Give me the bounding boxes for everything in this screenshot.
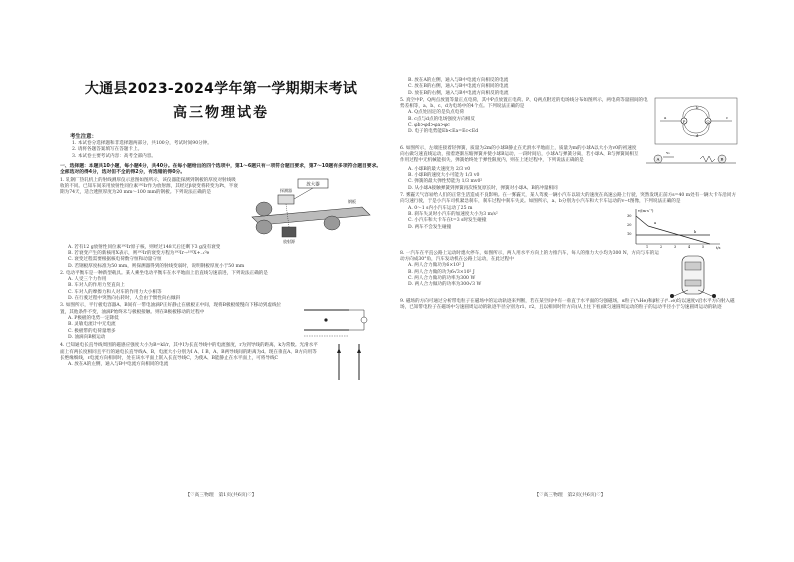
q7-option-c: C. 小汽车和大卡车在t=3 s时发生碰撞 <box>408 218 487 224</box>
point-b-label: b <box>696 104 699 110</box>
question-6: 6. 如图所示，左端连接着轻弹簧，质量为2m的小球B静止在光滑水平地面上，质量为m的小球A以大小为v0的初速度向右做匀速直线运动，接着逐渐压缩弹簧并使小球B运动，一段时间后，小球A与弹簧分离，若小球A、B与弹簧间相互作用过程中无机械能损失，弹簧始终处于弹性限度内，则在上述过程中，下列说法正确的是 <box>400 145 639 164</box>
q2-option-d: D. 在行驶过程中突然向右转时，人会由于惯性向右倾斜 <box>68 296 181 302</box>
q5-option-a: A. Q点处固定的是负点电荷 <box>408 110 464 116</box>
q7-option-b: B. 刹车失灵时小汽车的加速度大小为3 m/s² <box>408 211 498 217</box>
question-5: 5. 真空中P、Q两点放置等量正点电荷，其中P点放置正电荷。P、Q两点附近的电场线分布如图所示，两电荷等量圆间的电势差相等，a、b、c、d为电场中的4个点。下列说法正确的是 <box>400 97 648 110</box>
x-tick: 5 <box>702 244 705 249</box>
question-1: 1. 轧钢厂热轧机上的射线测厚仪示意图如图所示，该仪器能探测到钢板的厚度对射线吸收的不同。已知车间采用放射性同位素¹⁹²Ir作为放射源，其经过β衰变将转变为Pt，半衰期为74天，适合透照厚度为20 mm～100 mm的钢板。下列说法正确的是 <box>60 177 238 196</box>
notice-item: 1. 本试卷分选择题和非选择题两部分，共100分，考试时间90分钟。 <box>72 141 212 146</box>
ball-a-label: A <box>656 156 660 162</box>
q4-option-d: D. 放在B的右侧，通入与B中电流方向相反的电流 <box>408 90 509 96</box>
question-4: 4. 已知通电长直导线周围的磁感应强度大小为B=kI/r，其中I为长直导线中的电流强度，r为到导线的距离，k为常数。光滑水平面上有两长度相同且平行的通电长直导线A、B，电流大小分别为I A、I B，A、B两导线间的距离为d。现在垂直A、B方向用等长绝缘细线，ℓ电流方向相同时，处在该水平面上嵌入长直导线C，为使A、B能静止在水平面上，可将导线C <box>60 343 318 361</box>
point-a-label: a <box>664 114 667 120</box>
q8-option-a: A. 两人合力做功为6×10² J <box>408 263 465 269</box>
q3-option-a: A. P极板的电势一定降低 <box>68 315 119 321</box>
question-9: 9. 磁场的方向可通过分析带电粒子在磁场中的运动轨迹来判断，若在某空间中有一垂直于水平面的匀强磁场，α粒子(⁴₂He)和β粒子(⁰₋₁e)均以速度v沿水平方向射入磁场，已知带电粒子在磁场中匀速圆周运动的轨迹半径分别为r1、r2，且以相同时针方向(从上往下看)做匀速圆周运动的粒子的运动半径小于匀速圆周运动的轨迹 <box>400 298 735 310</box>
notice-item: 2. 请将各题答案填写在答题卡上。 <box>72 147 143 153</box>
series-b-label: b <box>694 229 697 234</box>
notice-list <box>72 141 382 160</box>
vt-graph <box>624 206 724 250</box>
notice-heading: 考生注意： <box>70 134 97 140</box>
thickness-gauge-diagram <box>242 177 382 245</box>
plate-label: 钢板 <box>348 198 356 204</box>
charge-p-label: P <box>682 118 686 124</box>
q5-option-b: B. c点与d点的电场强度方向相反 <box>408 116 475 122</box>
question-8: 8. 一汽车在平直公路上运动时熄火停车，如图所示，两人用水平方向上的力推汽车，每人的推力大小均为300 N，方向与车的运动方向成30°角，汽车发动机在公路上运动，在此过程中 <box>400 250 659 262</box>
q1-option-d: D. 若钢板厚度标准为50 mm，则探测器得到的射线变弱时，说明钢板厚度小于50 mm <box>68 263 245 269</box>
spring-collision-diagram <box>644 145 738 167</box>
q6-option-c: C. 弹簧的最大弹性势能为 1/3 mv0² <box>408 179 483 185</box>
q8-option-d: D. 两人合力做功的功率为300√3 W <box>408 282 482 288</box>
x-tick: 4 <box>688 244 691 249</box>
q1-option-c: C. 衰变过程需要根据核电荷数守恒和动量守恒 <box>68 257 162 263</box>
point-d-label: d <box>696 132 699 138</box>
source-label: 放射源 <box>283 238 295 244</box>
q3-option-c: C. 极板带的电荷量增多 <box>68 328 116 334</box>
series-a-label: a <box>654 220 657 225</box>
velocity-label: v₀ <box>666 150 670 155</box>
ball-b-label: B <box>720 156 724 162</box>
q5-option-d: D. 电子的电势能Eb<Ea=Ec<Ed <box>408 129 479 135</box>
exam-page-2 <box>400 60 740 500</box>
exam-subtitle: 高三物理试卷 <box>173 105 269 121</box>
question-3: 3. 如图所示，平行板电容器A、B间有一带电油滴P正好静止在极板正中间，现将B极板缓慢向下移动到虚线位置，其他条件不变，油滴P始终未与极板接触。则在B极板移动的过程中 <box>60 303 282 315</box>
q5-option-c: C. φb>φd>φa>φc <box>408 123 450 129</box>
q4-option-a: A. 放在A的左侧，通入与B中电流方向相同的电流 <box>68 362 169 368</box>
q2-option-b: B. 车对人的作用力竖直向上 <box>68 283 125 289</box>
electric-field-diagram <box>654 97 738 145</box>
x-tick: 3 <box>674 244 677 249</box>
y-axis-label: v/(m·s⁻¹) <box>638 208 654 213</box>
notice-item: 3. 本试卷主要考试内容：高考全部内容。 <box>72 153 156 159</box>
x-axis-label: t/s <box>716 245 721 250</box>
q7-option-a: A. 0～1 s内小汽车运动了25 m <box>408 205 473 211</box>
question-2: 2. 电动平衡车是一种新型载具。某人乘坐电动平衡车在水平地面上沿直线匀速前进，下列说法正确的是 <box>60 270 268 276</box>
page-footer: 【♡高三物理 第2页(共6页)♡】 <box>534 493 606 498</box>
y-tick: 20 <box>627 222 632 227</box>
section-heading: 一、选择题：本题共10小题，每小题4分，共40分。在每小题给出的四个选项中，第1～6题只有一项符合题目要求，第7～10题有多项符合题目要求。全部选对的得4分，选对但不全的得2分，有选错的得0分。 <box>60 163 382 176</box>
q1-option-a: A. 若有12 g放射性同位素¹⁹²Ir原子核，则经过148天后还剩下3 g没有衰变 <box>68 244 221 250</box>
wires-diagram <box>324 342 374 382</box>
q3-option-d: D. 油滴向B极运动 <box>68 334 106 340</box>
car-push-diagram <box>664 250 724 298</box>
q8-option-c: C. 两人合力做功的功率为300 W <box>408 275 476 281</box>
q7-option-d: D. 两车不会发生碰撞 <box>408 224 452 230</box>
exam-page-1 <box>60 60 382 500</box>
y-tick: 30 <box>627 213 632 218</box>
capacitor-diagram <box>294 302 374 342</box>
q4-option-c: C. 放在B的右侧，通入与B中电流方向相同的电流 <box>408 84 509 90</box>
y-tick: 10 <box>627 231 632 236</box>
q2-option-c: C. 车对人的摩擦力和人对车的作用力大小相等 <box>68 289 162 295</box>
detector-label: 探测器 <box>280 187 292 193</box>
q6-option-a: A. 小球B的最大速度为 2/3 v0 <box>408 166 471 172</box>
q6-option-b: B. 小球B的速度大小可能为 1/3 v0 <box>408 173 480 179</box>
x-tick: 2 <box>660 244 663 249</box>
q2-option-a: A. 人受三个力作用 <box>68 277 107 283</box>
exam-title: 大通县2023-2024学年第一学期期末考试 <box>84 81 358 97</box>
point-c-label: c <box>726 114 729 120</box>
x-tick: 1 <box>646 244 649 249</box>
q1-option-b: B. 若衰变产生的新核用X表示，则¹⁹²Ir的衰变方程为¹⁹²Ir→¹⁹²X+₋₁⁰e <box>68 251 210 256</box>
question-7: 7. 雾霾天气容易给人们的正常生活造成不良影响。在一雾霾天，某人驾驶一辆小汽车以较大的速度在高速公路上行驶，突然发现正前方s=40 m处有一辆大卡车沿同方向匀速行驶，于是小汽车司机紧急刹车，刹车过程中刹车失灵。如图所示，a、b分别为小汽车和大卡车运动的v−t图像，下列说法正确的是 <box>400 193 737 205</box>
page-footer: 【♡高三物理 第1页(共6页)♡】 <box>185 493 257 498</box>
q3-option-b: B. 灵敏电流计中无电流 <box>68 322 116 328</box>
charge-q-label: Q <box>706 118 710 124</box>
amplifier-label: 放大器 <box>306 182 320 188</box>
q8-option-b: B. 两人合力做的功为6√3×10² J <box>408 269 475 275</box>
q6-option-d: D. 从小球A接触弹簧到弹簧再次恢复原长时，弹簧对小球A、B的冲量相同 <box>408 185 558 191</box>
q4-option-b: B. 放在A的左侧，通入与B中电流方向相反的电流 <box>408 78 509 83</box>
